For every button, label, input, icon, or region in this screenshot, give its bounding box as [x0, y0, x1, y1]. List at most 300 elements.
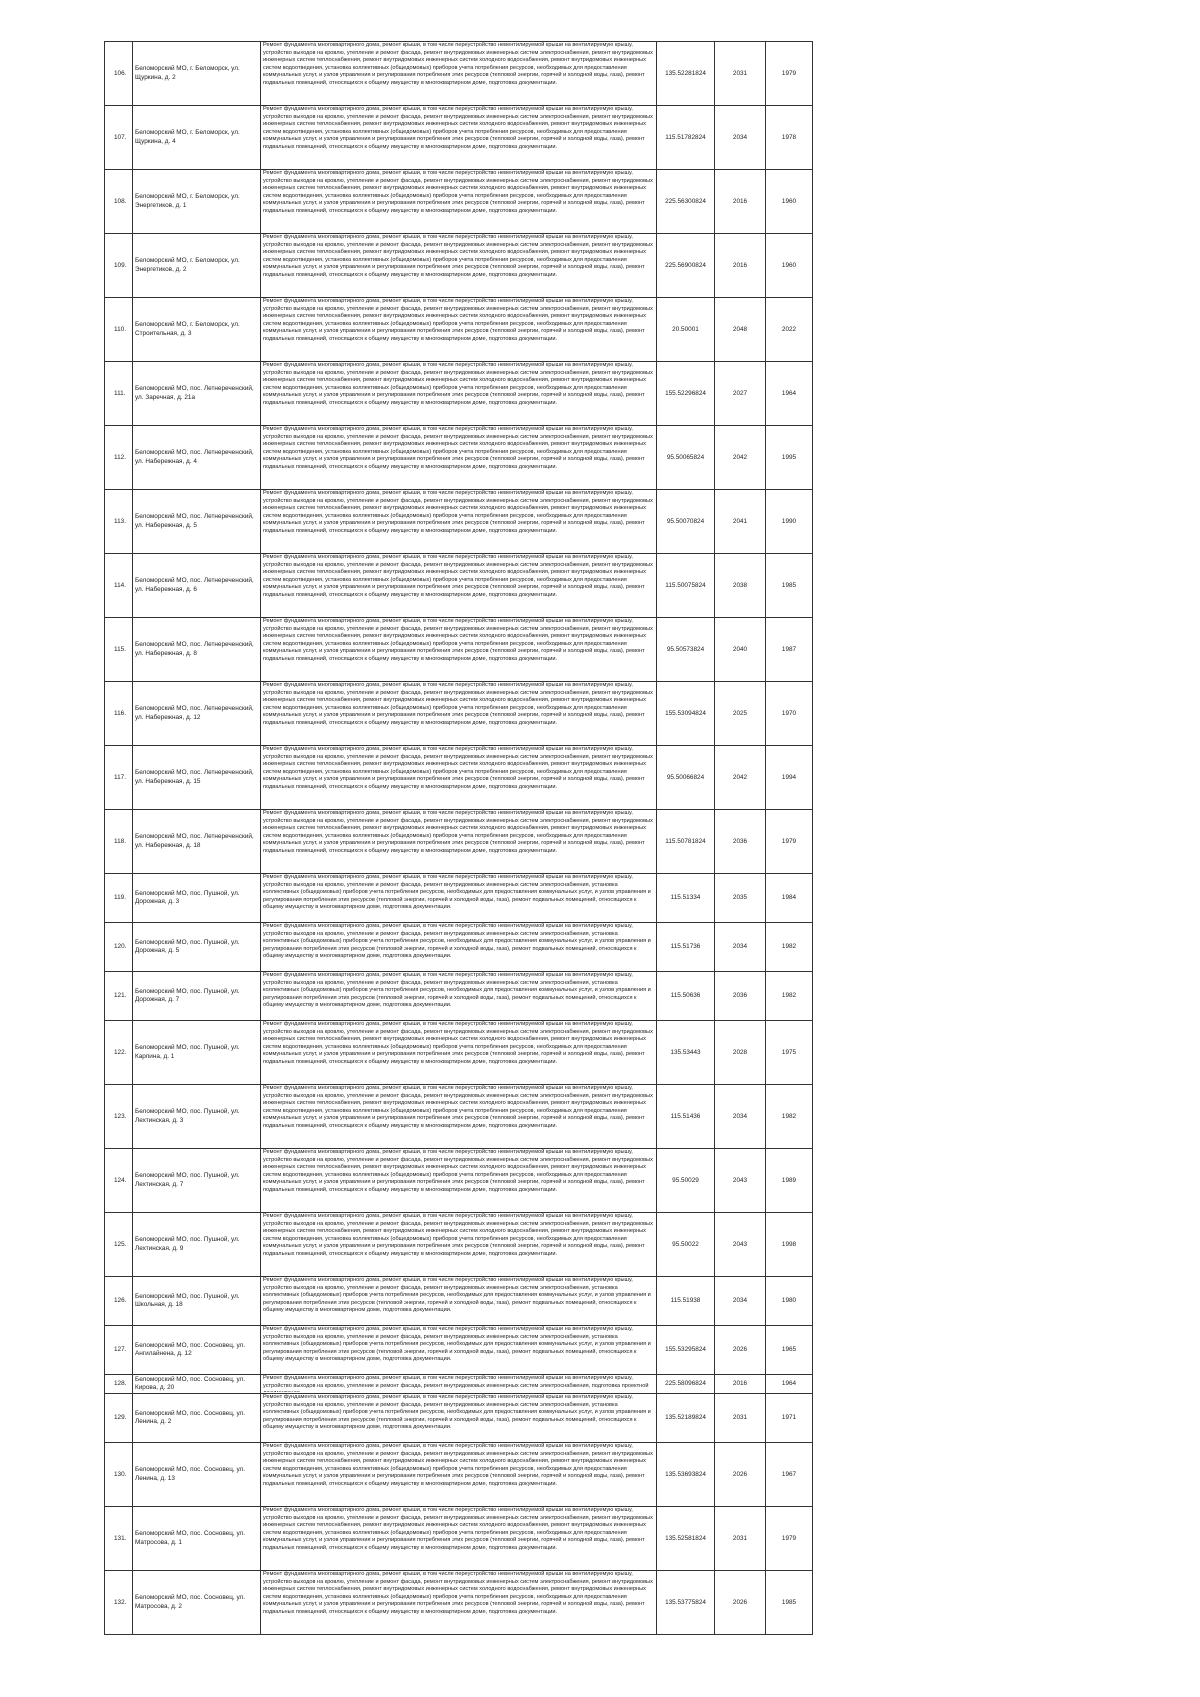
- house-address: Беломорский МО, пос. Сосновец, ул. Ленина, д. 2: [135, 1409, 246, 1425]
- works-description: Ремонт фундамента многоквартирного дома, ремонт крыши, в том числе переустройство невентилируемой крыши на вентилируемую крышу, устройство выходов на кровлю, утепление и ремонт фасада, ремонт внутридомовых инженерных систем электроснабжения, ремонт внутридомовых инженерных систем теплоснабжения, ремонт внутридомовых инженерных систем холодного водоснабжения, ремонт внутридомовых инженерных систем водоотведения, установка коллективных (общедомовых) приборов учета потребления ресурсов, необходимых для предоставления коммунальных услуг, и узлов управления и регулирования потребления этих ресурсов (тепловой энергии, горячей и холодной воды, газа), ремонт подвальных помещений, относящихся к общему имуществу в многоквартирном доме, подготовка документации.: [263, 426, 653, 470]
- repair-cost: 115.51736: [670, 943, 701, 951]
- house-address-cell: [133, 746, 261, 810]
- planned-year-cell: [715, 106, 766, 170]
- table-row: [105, 746, 813, 810]
- house-address-cell: [133, 42, 261, 106]
- table-row: [105, 234, 813, 298]
- table-row: [105, 426, 813, 490]
- house-address-cell: [133, 1375, 261, 1394]
- planned-year: 2031: [732, 1534, 748, 1542]
- build-year-cell: [766, 1021, 813, 1085]
- table-row: [105, 170, 813, 234]
- row-number-cell: [105, 1507, 133, 1571]
- house-address: Беломорский МО, пос. Сосновец, ул. Матросова, д. 1: [135, 1530, 246, 1546]
- planned-year-cell: [715, 1149, 766, 1213]
- planned-year: 2031: [732, 69, 748, 77]
- house-address-cell: [133, 1213, 261, 1277]
- build-year: 1982: [781, 943, 797, 951]
- build-year: 1964: [781, 1380, 797, 1388]
- repair-cost-cell: [657, 972, 715, 1021]
- build-year: 1982: [781, 1112, 797, 1120]
- house-address-cell: [133, 106, 261, 170]
- row-number-cell: [105, 1326, 133, 1375]
- repair-cost-cell: [657, 1149, 715, 1213]
- build-year: 1984: [781, 894, 797, 902]
- table-row: [105, 490, 813, 554]
- planned-year-cell: [715, 810, 766, 874]
- build-year-cell: [766, 234, 813, 298]
- repair-cost: 135.52581824: [665, 1534, 706, 1542]
- house-address: Беломорский МО, пос. Летнереченский, ул. Набережная, д. 18: [135, 833, 254, 849]
- repair-cost-cell: [657, 362, 715, 426]
- house-address: Беломорский МО, пос. Летнереченский, ул. Набережная, д. 8: [135, 641, 254, 657]
- build-year-cell: [766, 618, 813, 682]
- build-year: 2022: [781, 325, 797, 333]
- row-number: 118.: [114, 837, 126, 845]
- row-number: 123.: [114, 1112, 127, 1120]
- house-address: Беломорский МО, пос. Сосновец, ул. Матросова, д. 2: [135, 1594, 246, 1610]
- planned-year: 2038: [732, 581, 748, 589]
- table-row: [105, 1021, 813, 1085]
- row-number: 128.: [114, 1380, 127, 1388]
- repair-cost: 95.50022: [672, 1240, 699, 1248]
- repair-cost: 95.50029: [672, 1176, 699, 1184]
- repair-cost-cell: [657, 1213, 715, 1277]
- repair-cost-cell: [657, 682, 715, 746]
- repair-cost: 135.52281824: [665, 69, 706, 77]
- works-description-cell: [261, 1085, 657, 1149]
- table-row: [105, 618, 813, 682]
- repair-cost: 20.50001: [672, 325, 699, 333]
- build-year-cell: [766, 1277, 813, 1326]
- build-year: 1975: [781, 1048, 797, 1056]
- row-number: 119.: [114, 894, 126, 902]
- repair-cost-cell: [657, 746, 715, 810]
- planned-year: 2042: [732, 453, 748, 461]
- works-description-cell: [261, 170, 657, 234]
- planned-year-cell: [715, 1021, 766, 1085]
- build-year: 1994: [781, 773, 797, 781]
- repair-cost: 155.53295824: [665, 1346, 706, 1354]
- works-description-cell: [261, 1571, 657, 1635]
- repair-cost-cell: [657, 490, 715, 554]
- works-description: Ремонт фундамента многоквартирного дома, ремонт крыши, в том числе переустройство невентилируемой крыши на вентилируемую крышу, устройство выходов на кровлю, утепление и ремонт фасада, ремонт внутридомовых инженерных систем электроснабжения, ремонт внутридомовых инженерных систем теплоснабжения, ремонт внутридомовых инженерных систем холодного водоснабжения, ремонт внутридомовых инженерных систем водоотведения, установка коллективных (общедомовых) приборов учета потребления ресурсов, необходимых для предоставления коммунальных услуг, и узлов управления и регулирования потребления этих ресурсов (тепловой энергии, горячей и холодной воды, газа), ремонт подвальных помещений, относящихся к общему имуществу в многоквартирном доме, подготовка документации.: [263, 810, 653, 854]
- planned-year: 2026: [732, 1598, 748, 1606]
- repair-cost: 95.50065824: [666, 453, 705, 461]
- build-year: 1965: [781, 1346, 797, 1354]
- works-description-cell: [261, 874, 657, 923]
- planned-year-cell: [715, 42, 766, 106]
- repair-cost: 225.56300824: [665, 197, 706, 205]
- row-number: 117.: [114, 773, 126, 781]
- house-address-cell: [133, 1277, 261, 1326]
- works-description: Ремонт фундамента многоквартирного дома, ремонт крыши, в том числе переустройство невентилируемой крыши на вентилируемую крышу, устройство выходов на кровлю, утепление и ремонт фасада, ремонт внутридомовых инженерных систем электроснабжения, ремонт внутридомовых инженерных систем теплоснабжения, ремонт внутридомовых инженерных систем холодного водоснабжения, ремонт внутридомовых инженерных систем водоотведения, установка коллективных (общедомовых) приборов учета потребления ресурсов, необходимых для предоставления коммунальных услуг, и узлов управления и регулирования потребления этих ресурсов (тепловой энергии, горячей и холодной воды, газа), ремонт подвальных помещений, относящихся к общему имуществу в многоквартирном доме, подготовка документации.: [263, 42, 653, 86]
- repair-cost-cell: [657, 298, 715, 362]
- house-address: Беломорский МО, пос. Сосновец, ул. Ангилайнена, д. 12: [135, 1341, 246, 1357]
- planned-year-cell: [715, 234, 766, 298]
- table-row: [105, 1375, 813, 1394]
- row-number-cell: [105, 874, 133, 923]
- planned-year-cell: [715, 618, 766, 682]
- works-description-cell: [261, 1213, 657, 1277]
- row-number: 131.: [114, 1534, 127, 1542]
- build-year-cell: [766, 682, 813, 746]
- repair-cost-cell: [657, 1571, 715, 1635]
- repair-cost-cell: [657, 1507, 715, 1571]
- row-number: 130.: [114, 1470, 127, 1478]
- works-description: Ремонт фундамента многоквартирного дома, ремонт крыши, в том числе переустройство невентилируемой крыши на вентилируемую крышу, устройство выходов на кровлю, утепление и ремонт фасада, ремонт внутридомовых инженерных систем электроснабжения, ремонт внутридомовых инженерных систем теплоснабжения, ремонт внутридомовых инженерных систем холодного водоснабжения, ремонт внутридомовых инженерных систем водоотведения, установка коллективных (общедомовых) приборов учета потребления ресурсов, необходимых для предоставления коммунальных услуг, и узлов управления и регулирования потребления этих ресурсов (тепловой энергии, горячей и холодной воды, газа), ремонт подвальных помещений, относящихся к общему имуществу в многоквартирном доме, подготовка документации.: [263, 362, 653, 406]
- house-address: Беломорский МО, г. Беломорск, ул. Энергетиков, д. 2: [135, 257, 240, 273]
- repair-cost: 135.53775824: [665, 1598, 706, 1606]
- build-year-cell: [766, 972, 813, 1021]
- row-number: 108.: [114, 197, 127, 205]
- works-description: Ремонт фундамента многоквартирного дома, ремонт крыши, в том числе переустройство невентилируемой крыши на вентилируемую крышу, устройство выходов на кровлю, утепление и ремонт фасада, ремонт внутридомовых инженерных систем электроснабжения, установка коллективных (общедомовых) приборов учета потребления ресурсов, необходимых для предоставления коммунальных услуг, и узлов управления и регулирования потребления этих ресурсов (тепловой энергии, горячей и холодной воды, газа), ремонт подвальных помещений, относящихся к общему имуществу в многоквартирном доме, подготовка документации.: [263, 874, 651, 911]
- build-year-cell: [766, 810, 813, 874]
- build-year: 1982: [781, 992, 797, 1000]
- row-number: 127.: [114, 1346, 127, 1354]
- row-number-cell: [105, 1149, 133, 1213]
- row-number-cell: [105, 170, 133, 234]
- row-number-cell: [105, 1394, 133, 1443]
- house-address-cell: [133, 1021, 261, 1085]
- works-description-cell: [261, 1443, 657, 1507]
- table-row: [105, 1507, 813, 1571]
- table-row: [105, 1085, 813, 1149]
- planned-year-cell: [715, 170, 766, 234]
- row-number-cell: [105, 1571, 133, 1635]
- house-address-cell: [133, 1394, 261, 1443]
- repair-cost: 135.53693824: [665, 1470, 706, 1478]
- works-description-cell: [261, 42, 657, 106]
- house-address: Беломорский МО, пос. Сосновец, ул. Кирова, д. 20: [135, 1375, 246, 1391]
- planned-year-cell: [715, 1394, 766, 1443]
- repair-cost: 115.50781824: [665, 837, 706, 845]
- works-description: Ремонт фундамента многоквартирного дома, ремонт крыши, в том числе переустройство невентилируемой крыши на вентилируемую крышу, устройство выходов на кровлю, утепление и ремонт фасада, ремонт внутридомовых инженерных систем электроснабжения, ремонт внутридомовых инженерных систем теплоснабжения, ремонт внутридомовых инженерных систем холодного водоснабжения, ремонт внутридомовых инженерных систем водоотведения, установка коллективных (общедомовых) приборов учета потребления ресурсов, необходимых для предоставления коммунальных услуг, и узлов управления и регулирования потребления этих ресурсов (тепловой энергии, горячей и холодной воды, газа), ремонт подвальных помещений, относящихся к общему имуществу в многоквартирном доме, подготовка документации.: [263, 170, 653, 214]
- table-row: [105, 1277, 813, 1326]
- house-address-cell: [133, 1326, 261, 1375]
- works-description-cell: [261, 554, 657, 618]
- row-number-cell: [105, 490, 133, 554]
- row-number: 122.: [114, 1048, 127, 1056]
- planned-year: 2043: [732, 1240, 748, 1248]
- repair-cost-cell: [657, 1326, 715, 1375]
- row-number: 111.: [114, 389, 126, 397]
- works-description-cell: [261, 972, 657, 1021]
- works-description: Ремонт фундамента многоквартирного дома, ремонт крыши, в том числе переустройство невентилируемой крыши на вентилируемую крышу, устройство выходов на кровлю, утепление и ремонт фасада, ремонт внутридомовых инженерных систем электроснабжения, ремонт внутридомовых инженерных систем теплоснабжения, ремонт внутридомовых инженерных систем холодного водоснабжения, ремонт внутридомовых инженерных систем водоотведения, установка коллективных (общедомовых) приборов учета потребления ресурсов, необходимых для предоставления коммунальных услуг, и узлов управления и регулирования потребления этих ресурсов (тепловой энергии, горячей и холодной воды, газа), ремонт подвальных помещений, относящихся к общему имуществу в многоквартирном доме, подготовка документации.: [263, 1213, 653, 1257]
- house-address-cell: [133, 1507, 261, 1571]
- row-number-cell: [105, 1443, 133, 1507]
- house-address: Беломорский МО, пос. Летнереченский, ул. Набережная, д. 15: [135, 769, 254, 785]
- build-year: 1989: [781, 1176, 797, 1184]
- repair-cost: 115.51436: [670, 1112, 701, 1120]
- table-row: [105, 106, 813, 170]
- planned-year-cell: [715, 1375, 766, 1394]
- build-year-cell: [766, 426, 813, 490]
- planned-year: 2041: [732, 517, 748, 525]
- house-address-cell: [133, 426, 261, 490]
- row-number-cell: [105, 234, 133, 298]
- row-number: 106.: [114, 69, 127, 77]
- build-year: 1985: [781, 1598, 797, 1606]
- house-address: Беломорский МО, пос. Пушной, ул. Дорожная, д. 5: [135, 938, 240, 954]
- house-address-cell: [133, 298, 261, 362]
- build-year: 1978: [781, 133, 797, 141]
- row-number: 110.: [114, 325, 126, 333]
- row-number: 113.: [114, 517, 126, 525]
- row-number: 112.: [114, 453, 126, 461]
- table-row: [105, 554, 813, 618]
- repair-cost: 95.50573824: [666, 645, 705, 653]
- works-description: Ремонт фундамента многоквартирного дома, ремонт крыши, в том числе переустройство невентилируемой крыши на вентилируемую крышу, устройство выходов на кровлю, утепление и ремонт фасада, ремонт внутридомовых инженерных систем электроснабжения, ремонт внутридомовых инженерных систем теплоснабжения, ремонт внутридомовых инженерных систем холодного водоснабжения, ремонт внутридомовых инженерных систем водоотведения, установка коллективных (общедомовых) приборов учета потребления ресурсов, необходимых для предоставления коммунальных услуг, и узлов управления и регулирования потребления этих ресурсов (тепловой энергии, горячей и холодной воды, газа), ремонт подвальных помещений, относящихся к общему имуществу в многоквартирном доме, подготовка документации.: [263, 1021, 653, 1065]
- row-number-cell: [105, 42, 133, 106]
- works-description: Ремонт фундамента многоквартирного дома, ремонт крыши, в том числе переустройство невентилируемой крыши на вентилируемую крышу, устройство выходов на кровлю, утепление и ремонт фасада, ремонт внутридомовых инженерных систем электроснабжения, ремонт внутридомовых инженерных систем теплоснабжения, ремонт внутридомовых инженерных систем холодного водоснабжения, ремонт внутридомовых инженерных систем водоотведения, установка коллективных (общедомовых) приборов учета потребления ресурсов, необходимых для предоставления коммунальных услуг, и узлов управления и регулирования потребления этих ресурсов (тепловой энергии, горячей и холодной воды, газа), ремонт подвальных помещений, относящихся к общему имуществу в многоквартирном доме, подготовка документации.: [263, 106, 653, 150]
- row-number-cell: [105, 1277, 133, 1326]
- works-description-cell: [261, 923, 657, 972]
- build-year-cell: [766, 874, 813, 923]
- row-number: 114.: [114, 581, 126, 589]
- row-number-cell: [105, 810, 133, 874]
- build-year: 1987: [781, 645, 797, 653]
- repair-cost-cell: [657, 874, 715, 923]
- house-address-cell: [133, 923, 261, 972]
- house-address: Беломорский МО, г. Беломорск, ул. Щуркина, д. 4: [135, 129, 240, 145]
- row-number: 126.: [114, 1297, 127, 1305]
- planned-year-cell: [715, 1443, 766, 1507]
- row-number: 124.: [114, 1176, 127, 1184]
- build-year: 1990: [781, 517, 797, 525]
- house-address-cell: [133, 362, 261, 426]
- row-number: 121.: [114, 992, 127, 1000]
- works-description: Ремонт фундамента многоквартирного дома, ремонт крыши, в том числе переустройство невентилируемой крыши на вентилируемую крышу, устройство выходов на кровлю, утепление и ремонт фасада, ремонт внутридомовых инженерных систем электроснабжения, подготовка проектной: [263, 1375, 649, 1389]
- works-description: Ремонт фундамента многоквартирного дома, ремонт крыши, в том числе переустройство невентилируемой крыши на вентилируемую крышу, устройство выходов на кровлю, утепление и ремонт фасада, ремонт внутридомовых инженерных систем электроснабжения, ремонт внутридомовых инженерных систем теплоснабжения, ремонт внутридомовых инженерных систем холодного водоснабжения, ремонт внутридомовых инженерных систем водоотведения, установка коллективных (общедомовых) приборов учета потребления ресурсов, необходимых для предоставления коммунальных услуг, и узлов управления и регулирования потребления этих ресурсов (тепловой энергии, горячей и холодной воды, газа), ремонт подвальных помещений, относящихся к общему имуществу в многоквартирном доме, подготовка документации.: [263, 234, 653, 278]
- planned-year: 2040: [732, 645, 748, 653]
- works-description-cell: [261, 106, 657, 170]
- house-address: Беломорский МО, пос. Пушной, ул. Лехтинская, д. 7: [135, 1172, 240, 1188]
- works-description: Ремонт фундамента многоквартирного дома, ремонт крыши, в том числе переустройство невентилируемой крыши на вентилируемую крышу, устройство выходов на кровлю, утепление и ремонт фасада, ремонт внутридомовых инженерных систем электроснабжения, ремонт внутридомовых инженерных систем теплоснабжения, ремонт внутридомовых инженерных систем холодного водоснабжения, ремонт внутридомовых инженерных систем водоотведения, установка коллективных (общедомовых) приборов учета потребления ресурсов, необходимых для предоставления коммунальных услуг, и узлов управления и регулирования потребления этих ресурсов (тепловой энергии, горячей и холодной воды, газа), ремонт подвальных помещений, относящихся к общему имуществу в многоквартирном доме, подготовка документации.: [263, 1507, 653, 1551]
- planned-year: 2042: [732, 773, 748, 781]
- works-description: Ремонт фундамента многоквартирного дома, ремонт крыши, в том числе переустройство невентилируемой крыши на вентилируемую крышу, устройство выходов на кровлю, утепление и ремонт фасада, ремонт внутридомовых инженерных систем электроснабжения, ремонт внутридомовых инженерных систем теплоснабжения, ремонт внутридомовых инженерных систем холодного водоснабжения, ремонт внутридомовых инженерных систем водоотведения, установка коллективных (общедомовых) приборов учета потребления ресурсов, необходимых для предоставления коммунальных услуг, и узлов управления и регулирования потребления этих ресурсов (тепловой энергии, горячей и холодной воды, газа), ремонт подвальных помещений, относящихся к общему имуществу в многоквартирном доме, подготовка документации.: [263, 1443, 653, 1487]
- row-number-cell: [105, 972, 133, 1021]
- planned-year-cell: [715, 1213, 766, 1277]
- row-number: 107.: [114, 133, 127, 141]
- works-description-cell: [261, 1375, 657, 1394]
- works-description: Ремонт фундамента многоквартирного дома, ремонт крыши, в том числе переустройство невентилируемой крыши на вентилируемую крышу, устройство выходов на кровлю, утепление и ремонт фасада, ремонт внутридомовых инженерных систем электроснабжения, ремонт внутридомовых инженерных систем теплоснабжения, ремонт внутридомовых инженерных систем холодного водоснабжения, ремонт внутридомовых инженерных систем водоотведения, установка коллективных (общедомовых) приборов учета потребления ресурсов, необходимых для предоставления коммунальных услуг, и узлов управления и регулирования потребления этих ресурсов (тепловой энергии, горячей и холодной воды, газа), ремонт подвальных помещений, относящихся к общему имуществу в многоквартирном доме, подготовка документации.: [263, 746, 653, 790]
- repair-cost-cell: [657, 1443, 715, 1507]
- works-description: Ремонт фундамента многоквартирного дома, ремонт крыши, в том числе переустройство невентилируемой крыши на вентилируемую крышу, устройство выходов на кровлю, утепление и ремонт фасада, ремонт внутридомовых инженерных систем электроснабжения, установка коллективных (общедомовых) приборов учета потребления ресурсов, необходимых для предоставления коммунальных услуг, и узлов управления и регулирования потребления этих ресурсов (тепловой энергии, горячей и холодной воды, газа), ремонт подвальных помещений, относящихся к общему имуществу в многоквартирном доме, подготовка документации.: [263, 923, 651, 960]
- works-description-cell: [261, 1507, 657, 1571]
- build-year: 1995: [781, 453, 797, 461]
- works-description: Ремонт фундамента многоквартирного дома, ремонт крыши, в том числе переустройство невентилируемой крыши на вентилируемую крышу, устройство выходов на кровлю, утепление и ремонт фасада, ремонт внутридомовых инженерных систем электроснабжения, установка коллективных (общедомовых) приборов учета потребления ресурсов, необходимых для предоставления коммунальных услуг, и узлов управления и регулирования потребления этих ресурсов (тепловой энергии, горячей и холодной воды, газа), ремонт подвальных помещений, относящихся к общему имуществу в многоквартирном доме, подготовка документации.: [263, 1277, 651, 1314]
- works-description-cell: [261, 1394, 657, 1443]
- table-row: [105, 1326, 813, 1375]
- build-year-cell: [766, 42, 813, 106]
- planned-year: 2016: [732, 1380, 748, 1388]
- build-year-cell: [766, 1507, 813, 1571]
- works-description: Ремонт фундамента многоквартирного дома, ремонт крыши, в том числе переустройство невентилируемой крыши на вентилируемую крышу, устройство выходов на кровлю, утепление и ремонт фасада, ремонт внутридомовых инженерных систем электроснабжения, ремонт внутридомовых инженерных систем теплоснабжения, ремонт внутридомовых инженерных систем холодного водоснабжения, ремонт внутридомовых инженерных систем водоотведения, установка коллективных (общедомовых) приборов учета потребления ресурсов, необходимых для предоставления коммунальных услуг, и узлов управления и регулирования потребления этих ресурсов (тепловой энергии, горячей и холодной воды, газа), ремонт подвальных помещений, относящихся к общему имуществу в многоквартирном доме, подготовка документации.: [263, 1149, 653, 1193]
- repair-cost-cell: [657, 42, 715, 106]
- works-description: Ремонт фундамента многоквартирного дома, ремонт крыши, в том числе переустройство невентилируемой крыши на вентилируемую крышу, устройство выходов на кровлю, утепление и ремонт фасада, ремонт внутридомовых инженерных систем электроснабжения, ремонт внутридомовых инженерных систем теплоснабжения, ремонт внутридомовых инженерных систем холодного водоснабжения, ремонт внутридомовых инженерных систем водоотведения, установка коллективных (общедомовых) приборов учета потребления ресурсов, необходимых для предоставления коммунальных услуг, и узлов управления и регулирования потребления этих ресурсов (тепловой энергии, горячей и холодной воды, газа), ремонт подвальных помещений, относящихся к общему имуществу в многоквартирном доме, подготовка документации.: [263, 490, 653, 534]
- repair-cost-cell: [657, 1277, 715, 1326]
- build-year-cell: [766, 170, 813, 234]
- works-description-cell: [261, 618, 657, 682]
- house-address: Беломорский МО, пос. Пушной, ул. Карпина, д. 1: [135, 1044, 240, 1060]
- build-year-cell: [766, 554, 813, 618]
- planned-year-cell: [715, 298, 766, 362]
- repair-cost: 155.52296824: [665, 389, 706, 397]
- build-year-cell: [766, 362, 813, 426]
- works-description: Ремонт фундамента многоквартирного дома, ремонт крыши, в том числе переустройство невентилируемой крыши на вентилируемую крышу, устройство выходов на кровлю, утепление и ремонт фасада, ремонт внутридомовых инженерных систем электроснабжения, установка коллективных (общедомовых) приборов учета потребления ресурсов, необходимых для предоставления коммунальных услуг, и узлов управления и регулирования потребления этих ресурсов (тепловой энергии, горячей и холодной воды, газа), ремонт подвальных помещений, относящихся к общему имуществу в многоквартирном доме, подготовка документации.: [263, 1394, 651, 1431]
- table-row: [105, 1149, 813, 1213]
- planned-year-cell: [715, 746, 766, 810]
- repair-cost-cell: [657, 170, 715, 234]
- planned-year: 2025: [732, 709, 748, 717]
- row-number: 116.: [114, 709, 126, 717]
- repair-cost-cell: [657, 923, 715, 972]
- table-row: [105, 810, 813, 874]
- house-address: Беломорский МО, пос. Летнереченский, ул. Набережная, д. 4: [135, 449, 254, 465]
- repair-cost: 225.56900824: [665, 261, 706, 269]
- row-number-cell: [105, 682, 133, 746]
- planned-year: 2043: [732, 1176, 748, 1184]
- house-address: Беломорский МО, пос. Летнереченский, ул. Набережная, д. 5: [135, 513, 254, 529]
- build-year-cell: [766, 1326, 813, 1375]
- planned-year: 2026: [732, 1346, 748, 1354]
- planned-year: 2048: [732, 325, 748, 333]
- planned-year-cell: [715, 1085, 766, 1149]
- repair-cost: 115.50636: [670, 992, 701, 1000]
- row-number: 132.: [114, 1598, 127, 1606]
- works-description: Ремонт фундамента многоквартирного дома, ремонт крыши, в том числе переустройство невентилируемой крыши на вентилируемую крышу, устройство выходов на кровлю, утепление и ремонт фасада, ремонт внутридомовых инженерных систем электроснабжения, ремонт внутридомовых инженерных систем теплоснабжения, ремонт внутридомовых инженерных систем холодного водоснабжения, ремонт внутридомовых инженерных систем водоотведения, установка коллективных (общедомовых) приборов учета потребления ресурсов, необходимых для предоставления коммунальных услуг, и узлов управления и регулирования потребления этих ресурсов (тепловой энергии, горячей и холодной воды, газа), ремонт подвальных помещений, относящихся к общему имуществу в многоквартирном доме, подготовка документации.: [263, 1085, 653, 1129]
- build-year: 1979: [781, 837, 797, 845]
- row-number-cell: [105, 554, 133, 618]
- planned-year-cell: [715, 923, 766, 972]
- repair-cost: 225.58096824: [665, 1380, 706, 1388]
- table-row: [105, 874, 813, 923]
- planned-year-cell: [715, 1571, 766, 1635]
- row-number: 109.: [114, 261, 127, 269]
- house-address-cell: [133, 1443, 261, 1507]
- planned-year: 2028: [732, 1048, 748, 1056]
- house-address-cell: [133, 234, 261, 298]
- build-year: 1960: [781, 197, 797, 205]
- build-year: 1985: [781, 581, 797, 589]
- row-number-cell: [105, 1213, 133, 1277]
- planned-year: 2034: [732, 1297, 748, 1305]
- repair-cost-cell: [657, 618, 715, 682]
- repair-cost-cell: [657, 426, 715, 490]
- row-number-cell: [105, 106, 133, 170]
- works-description-cell: [261, 682, 657, 746]
- build-year: 1964: [781, 389, 797, 397]
- works-description-cell: [261, 490, 657, 554]
- build-year-cell: [766, 1085, 813, 1149]
- repair-cost: 95.50066824: [666, 773, 705, 781]
- house-address-cell: [133, 1149, 261, 1213]
- build-year: 1970: [781, 709, 797, 717]
- works-description-cell: [261, 1149, 657, 1213]
- repair-cost-cell: [657, 1375, 715, 1394]
- house-address-cell: [133, 490, 261, 554]
- planned-year: 2027: [732, 389, 748, 397]
- works-description: Ремонт фундамента многоквартирного дома, ремонт крыши, в том числе переустройство невентилируемой крыши на вентилируемую крышу, устройство выходов на кровлю, утепление и ремонт фасада, ремонт внутридомовых инженерных систем электроснабжения, ремонт внутридомовых инженерных систем теплоснабжения, ремонт внутридомовых инженерных систем холодного водоснабжения, ремонт внутридомовых инженерных систем водоотведения, установка коллективных (общедомовых) приборов учета потребления ресурсов, необходимых для предоставления коммунальных услуг, и узлов управления и регулирования потребления этих ресурсов (тепловой энергии, горячей и холодной воды, газа), ремонт подвальных помещений, относящихся к общему имуществу в многоквартирном доме, подготовка документации.: [263, 618, 653, 662]
- build-year-cell: [766, 106, 813, 170]
- row-number: 120.: [114, 943, 127, 951]
- build-year-cell: [766, 298, 813, 362]
- planned-year: 2026: [732, 1470, 748, 1478]
- works-description-cell: [261, 1021, 657, 1085]
- table-row: [105, 1394, 813, 1443]
- row-number-cell: [105, 1085, 133, 1149]
- build-year: 1980: [781, 1297, 797, 1305]
- row-number-cell: [105, 618, 133, 682]
- planned-year: 2016: [732, 261, 748, 269]
- build-year: 1979: [781, 69, 797, 77]
- repair-cost-cell: [657, 106, 715, 170]
- row-number-cell: [105, 923, 133, 972]
- build-year-cell: [766, 1443, 813, 1507]
- planned-year-cell: [715, 1326, 766, 1375]
- table-row: [105, 362, 813, 426]
- works-description: Ремонт фундамента многоквартирного дома, ремонт крыши, в том числе переустройство невентилируемой крыши на вентилируемую крышу, устройство выходов на кровлю, утепление и ремонт фасада, ремонт внутридомовых инженерных систем электроснабжения, установка коллективных (общедомовых) приборов учета потребления ресурсов, необходимых для предоставления коммунальных услуг, и узлов управления и регулирования потребления этих ресурсов (тепловой энергии, горячей и холодной воды, газа), ремонт подвальных помещений, относящихся к общему имуществу в многоквартирном доме, подготовка документации.: [263, 972, 651, 1009]
- works-description: Ремонт фундамента многоквартирного дома, ремонт крыши, в том числе переустройство невентилируемой крыши на вентилируемую крышу, устройство выходов на кровлю, утепление и ремонт фасада, ремонт внутридомовых инженерных систем электроснабжения, ремонт внутридомовых инженерных систем теплоснабжения, ремонт внутридомовых инженерных систем холодного водоснабжения, ремонт внутридомовых инженерных систем водоотведения, установка коллективных (общедомовых) приборов учета потребления ресурсов, необходимых для предоставления коммунальных услуг, и узлов управления и регулирования потребления этих ресурсов (тепловой энергии, горячей и холодной воды, газа), ремонт подвальных помещений, относящихся к общему имуществу в многоквартирном доме, подготовка документации.: [263, 1571, 653, 1615]
- table-row: [105, 682, 813, 746]
- build-year: 1960: [781, 261, 797, 269]
- row-number: 129.: [114, 1414, 127, 1422]
- planned-year-cell: [715, 972, 766, 1021]
- house-address: Беломорский МО, пос. Летнереченский, ул. Набережная, д. 12: [135, 705, 254, 721]
- table-row: [105, 298, 813, 362]
- house-address: Беломорский МО, пос. Пушной, ул. Лехтинская, д. 9: [135, 1236, 240, 1252]
- build-year-cell: [766, 923, 813, 972]
- row-number: 125.: [114, 1240, 127, 1248]
- row-number: 115.: [114, 645, 126, 653]
- planned-year-cell: [715, 554, 766, 618]
- works-description-cell: [261, 298, 657, 362]
- repair-cost: 135.53443: [670, 1048, 701, 1056]
- repair-cost: 115.50075824: [665, 581, 706, 589]
- planned-year-cell: [715, 874, 766, 923]
- works-description: Ремонт фундамента многоквартирного дома, ремонт крыши, в том числе переустройство невентилируемой крыши на вентилируемую крышу, устройство выходов на кровлю, утепление и ремонт фасада, ремонт внутридомовых инженерных систем электроснабжения, установка коллективных (общедомовых) приборов учета потребления ресурсов, необходимых для предоставления коммунальных услуг, и узлов управления и регулирования потребления этих ресурсов (тепловой энергии, горячей и холодной воды, газа), ремонт подвальных помещений, относящихся к общему имуществу в многоквартирном доме, подготовка документации.: [263, 1326, 651, 1363]
- repair-cost: 115.51782824: [665, 133, 706, 141]
- house-address-cell: [133, 874, 261, 923]
- house-address: Беломорский МО, пос. Сосновец, ул. Ленина, д. 13: [135, 1466, 246, 1482]
- row-number-cell: [105, 1375, 133, 1394]
- works-description-cell: [261, 234, 657, 298]
- row-number-cell: [105, 298, 133, 362]
- build-year-cell: [766, 1375, 813, 1394]
- table-row: [105, 923, 813, 972]
- table-row: [105, 1213, 813, 1277]
- house-address: Беломорский МО, пос. Пушной, ул. Школьная, д. 18: [135, 1292, 240, 1308]
- planned-year-cell: [715, 1277, 766, 1326]
- row-number-cell: [105, 1021, 133, 1085]
- planned-year: 2031: [732, 1414, 748, 1422]
- build-year: 1967: [781, 1470, 797, 1478]
- build-year: 1971: [781, 1414, 797, 1422]
- works-description-cell: [261, 1277, 657, 1326]
- build-year-cell: [766, 1213, 813, 1277]
- works-description: Ремонт фундамента многоквартирного дома, ремонт крыши, в том числе переустройство невентилируемой крыши на вентилируемую крышу, устройство выходов на кровлю, утепление и ремонт фасада, ремонт внутридомовых инженерных систем электроснабжения, ремонт внутридомовых инженерных систем теплоснабжения, ремонт внутридомовых инженерных систем холодного водоснабжения, ремонт внутридомовых инженерных систем водоотведения, установка коллективных (общедомовых) приборов учета потребления ресурсов, необходимых для предоставления коммунальных услуг, и узлов управления и регулирования потребления этих ресурсов (тепловой энергии, горячей и холодной воды, газа), ремонт подвальных помещений, относящихся к общему имуществу в многоквартирном доме, подготовка документации.: [263, 554, 653, 598]
- planned-year-cell: [715, 362, 766, 426]
- planned-year-cell: [715, 426, 766, 490]
- repair-cost-cell: [657, 1021, 715, 1085]
- house-address-cell: [133, 810, 261, 874]
- build-year-cell: [766, 1394, 813, 1443]
- capital-repair-register-table: [104, 41, 813, 1635]
- planned-year: 2036: [732, 992, 748, 1000]
- house-address: Беломорский МО, пос. Пушной, ул. Лехтинская, д. 3: [135, 1108, 240, 1124]
- house-address-cell: [133, 972, 261, 1021]
